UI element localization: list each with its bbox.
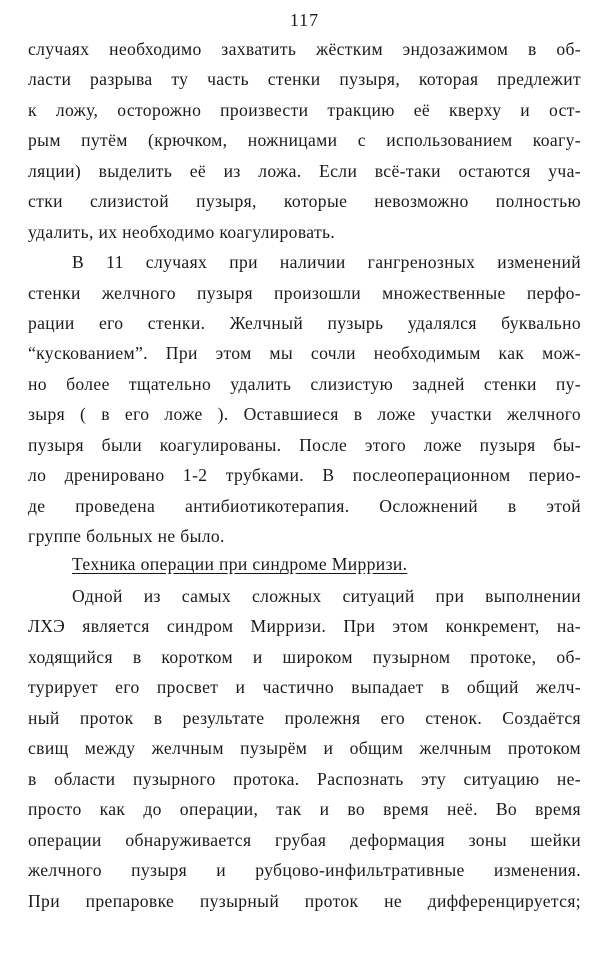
text-line: но более тщательно удалить слизистую задней стенки пу-: [28, 374, 581, 394]
text-line: ный проток в результате пролежня его стенок. Создаётся: [28, 708, 581, 728]
text-line: ласти разрыва ту часть стенки пузыря, которая предлежит: [28, 69, 581, 89]
text-line: удалить, их необходимо коагулировать.: [28, 222, 336, 242]
text-line: стенки желчного пузыря произошли множественные перфо-: [28, 283, 581, 303]
text-line: просто как до операции, так и во время неё. Во время: [28, 799, 581, 819]
text-line: к ложу, осторожно произвести тракцию её кверху и ост-: [28, 100, 581, 120]
text-line: зыря ( в его ложе ). Оставшиеся в ложе участки желчного: [28, 404, 581, 424]
text-line: группе больных не было.: [28, 526, 225, 546]
text-line: желчного пузыря и рубцово-инфильтративные изменения.: [28, 860, 581, 880]
text-line: При препаровке пузырный проток не дифференцируется;: [28, 891, 581, 911]
text-line: в области пузырного протока. Распознать эту ситуацию не-: [28, 769, 581, 789]
text-line: рации его стенки. Желчный пузырь удалялся буквально: [28, 313, 581, 333]
text-line: операции обнаруживается грубая деформация зоны шейки: [28, 830, 581, 850]
text-line: свищ между желчным пузырём и общим желчным протоком: [28, 738, 581, 758]
text-line: турирует его просвет и частично выпадает в общий желч-: [28, 677, 581, 697]
text-line: ходящийся в коротком и широком пузырном протоке, об-: [28, 647, 581, 667]
text-line: пузыря были коагулированы. После этого ложе пузыря бы-: [28, 435, 581, 455]
text-line: ЛХЭ является синдром Мирризи. При этом конкремент, на-: [28, 616, 581, 636]
text-line: В 11 случаях при наличии гангренозных изменений: [72, 252, 581, 272]
section-heading: Техника операции при синдроме Мирризи.: [72, 554, 408, 574]
text-line: “кускованием”. При этом мы сочли необходимым как мож-: [28, 343, 581, 363]
text-line: стки слизистой пузыря, которые невозможно полностью: [28, 191, 581, 211]
text-line: Одной из самых сложных ситуаций при выполнении: [72, 586, 581, 606]
text-line: случаях необходимо захватить жёстким эндозажимом в об-: [28, 39, 581, 59]
text-line: ло дренировано 1-2 трубками. В послеоперационном перио-: [28, 465, 581, 485]
page-number: 117: [289, 10, 320, 30]
text-line: ляции) выделить её из ложа. Если всё-таки остаются уча-: [28, 161, 581, 181]
text-line: рым путём (крючком, ножницами с использованием коагу-: [28, 130, 581, 150]
text-line: де проведена антибиотикотерапия. Осложнений в этой: [28, 496, 581, 516]
